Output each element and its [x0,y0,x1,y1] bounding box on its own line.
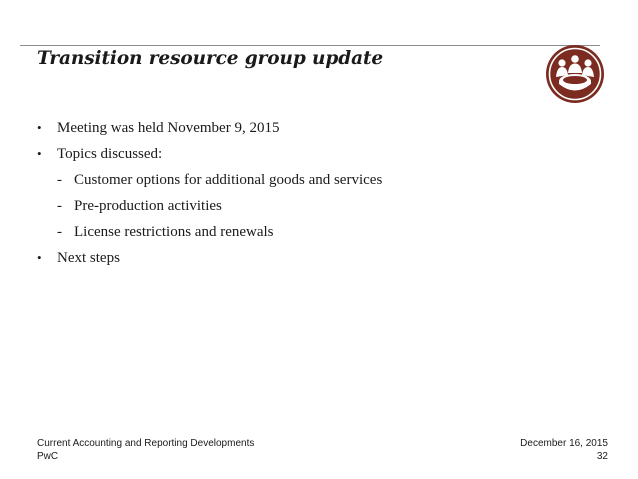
sub-bullet-item [37,224,608,250]
slide-title: Transition resource group update [37,48,384,69]
bullet-marker: • [37,250,42,265]
footer-date: December 16, 2015 [520,438,608,449]
bullet-text: Next steps [57,250,120,266]
bullet-marker: • [37,146,42,161]
footer-presentation-title: Current Accounting and Reporting Developments [37,438,255,449]
sub-bullet-item [37,172,608,198]
sub-bullet-text: Pre-production activities [74,198,222,214]
bullet-text: Meeting was held November 9, 2015 [57,120,280,136]
footer-right [520,437,608,463]
header-divider [20,45,600,46]
sub-bullet-item [37,198,608,224]
sub-bullet-text: Customer options for additional goods and services [74,172,383,188]
sub-bullet-marker: - [57,198,62,214]
bullet-list [37,120,608,276]
sub-bullet-marker: - [57,224,62,240]
bullet-item [37,120,608,146]
footer-left [37,437,254,463]
bullet-marker: • [37,120,42,135]
bullet-item [37,250,608,276]
page-number: 32 [596,451,608,462]
sub-bullet-text: License restrictions and renewals [74,224,274,240]
meeting-group-icon [545,44,605,104]
sub-bullet-marker: - [57,172,62,188]
bullet-item [37,146,608,172]
bullet-text: Topics discussed: [57,146,163,162]
footer-company: PwC [37,451,59,462]
